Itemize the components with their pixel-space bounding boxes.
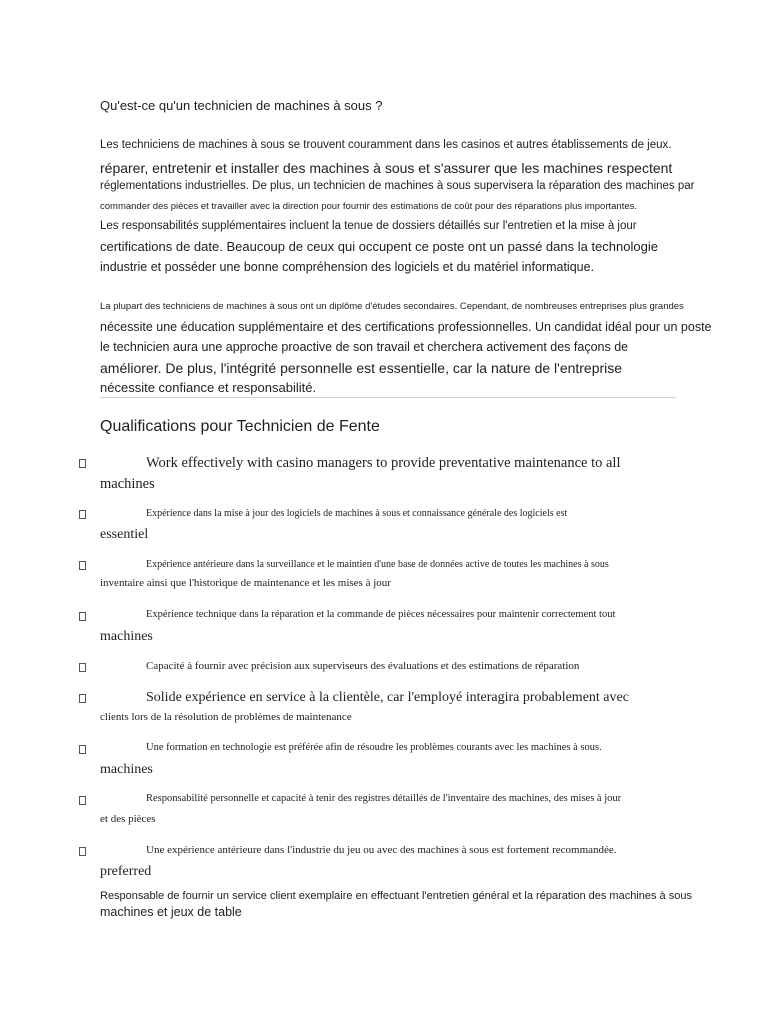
qualification-line: machines	[100, 762, 153, 777]
qualification-line: clients lors de la résolution de problèmes de maintenance	[100, 711, 352, 723]
qualification-line: inventaire ainsi que l'historique de maintenance et les mises à jour	[100, 577, 391, 589]
section-title: Qu'est-ce qu'un technicien de machines à sous ?	[100, 98, 383, 113]
checkbox-bullet-icon	[79, 561, 86, 570]
qualification-line: Work effectively with casino managers to provide preventative maintenance to all	[146, 455, 621, 471]
qualification-line: Responsabilité personnelle et capacité à tenir des registres détaillés de l'inventaire des machines, des mises à jour	[146, 793, 622, 804]
qualification-line: preferred	[100, 864, 152, 879]
paragraph-line: Les responsabilités supplémentaires incluent la tenue de dossiers détaillés sur l'entretien et la mise à jour	[100, 220, 637, 232]
qualification-line: machines	[100, 476, 155, 492]
qualification-line: Une formation en technologie est préférée afin de résoudre les problèmes courants avec les machines à sous.	[146, 742, 602, 753]
qualifications-title: Qualifications pour Technicien de Fente	[100, 418, 380, 435]
qualification-line: essentiel	[100, 527, 149, 542]
qualification-line: Expérience dans la mise à jour des logiciels de machines à sous et connaissance générale des logiciels est	[146, 508, 568, 519]
checkbox-bullet-icon	[79, 663, 86, 672]
paragraph-line: le technicien aura une approche proactive de son travail et cherchera activement des façons de	[100, 340, 629, 354]
paragraph-line: améliorer. De plus, l'intégrité personnelle est essentielle, car la nature de l'entreprise	[100, 360, 623, 376]
paragraph-line: La plupart des techniciens de machines à sous ont un diplôme d'études secondaires. Cependant, de nombreuses entreprises plus grandes	[100, 301, 684, 312]
qualification-line: Capacité à fournir avec précision aux superviseurs des évaluations et des estimations de réparation	[146, 660, 580, 672]
paragraph-line: nécessite une éducation supplémentaire et des certifications professionnelles. Un candidat idéal pour un poste	[100, 320, 712, 334]
paragraph-line: commander des pièces et travailler avec la direction pour fournir des estimations de coût pour des réparations plus importantes.	[100, 201, 638, 212]
paragraph-line: industrie et posséder une bonne compréhension des logiciels et du matériel informatique.	[100, 260, 595, 274]
qualification-line: Expérience technique dans la réparation et la commande de pièces nécessaires pour maintenir correctement tout	[146, 609, 616, 620]
checkbox-bullet-icon	[79, 459, 86, 468]
checkbox-bullet-icon	[79, 847, 86, 856]
checkbox-bullet-icon	[79, 796, 86, 805]
checkbox-bullet-icon	[79, 612, 86, 621]
qualification-line: Solide expérience en service à la clientèle, car l'employé interagira probablement avec	[146, 690, 629, 705]
qualification-line: machines	[100, 629, 153, 644]
paragraph-line: certifications de date. Beaucoup de ceux qui occupent ce poste ont un passé dans la technologie	[100, 239, 658, 254]
checkbox-bullet-icon	[79, 510, 86, 519]
qualification-line: Une expérience antérieure dans l'industrie du jeu ou avec des machines à sous est fortement recommandée.	[146, 844, 617, 856]
paragraph-line: nécessite confiance et responsabilité.	[100, 380, 317, 395]
checkbox-bullet-icon	[79, 694, 86, 703]
qualification-line: et des pièces	[100, 813, 156, 825]
footer-line: machines et jeux de table	[100, 905, 242, 919]
footer-line: Responsable de fournir un service client exemplaire en effectuant l'entretien général et la réparation des machines à sous	[100, 890, 692, 902]
paragraph-line: réparer, entretenir et installer des machines à sous et s'assurer que les machines respectent	[100, 160, 673, 176]
paragraph-line: Les techniciens de machines à sous se trouvent couramment dans les casinos et autres établissements de jeux.	[100, 139, 672, 151]
qualification-line: Expérience antérieure dans la surveillance et le maintien d'une base de données active de toutes les machines à sous	[146, 559, 609, 570]
paragraph-line: réglementations industrielles. De plus, un technicien de machines à sous supervisera la réparation des machines par	[100, 180, 695, 192]
section-divider	[100, 397, 676, 398]
checkbox-bullet-icon	[79, 745, 86, 754]
